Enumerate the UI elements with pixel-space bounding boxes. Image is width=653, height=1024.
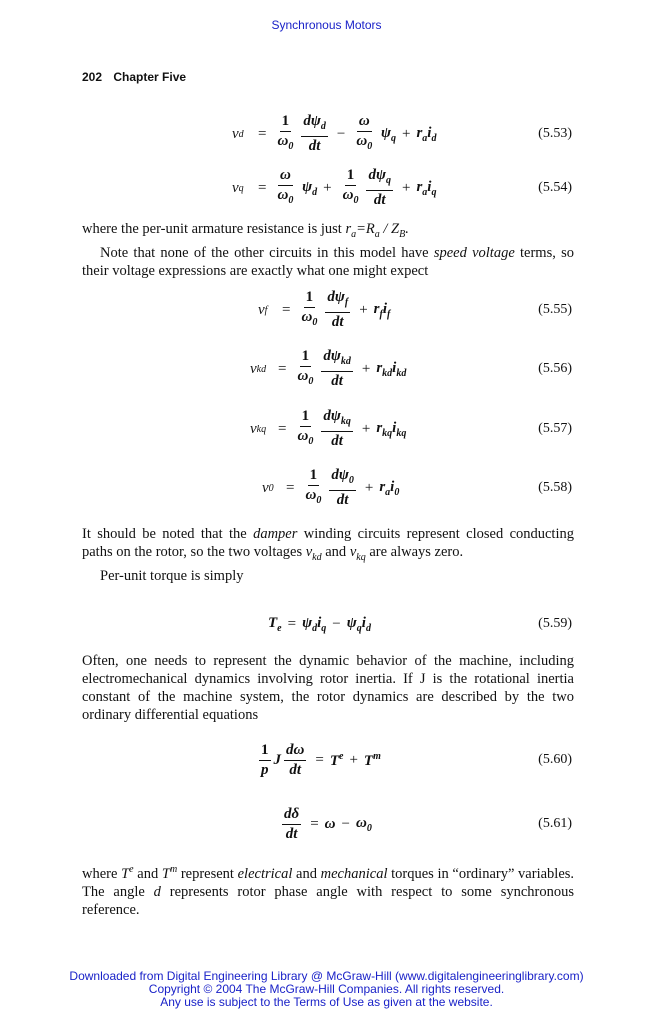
equation-5-54 xyxy=(0,164,653,212)
text-fragment: and xyxy=(321,544,350,560)
paragraph-resistance: where the per-unit armature resistance is just $r_a=R_a / Z_B$. Note that none of the other circuits in this model have speed voltage terms, so their voltage expressions are exactly what one might expect xyxy=(82,221,574,279)
running-title-link[interactable]: Synchronous Motors xyxy=(271,18,382,32)
eq-body: = $\frac{1}{\omega_0}$ $\frac{d\psi_{kd}}{dt}$ + $r_{kd}i_{kd}$ xyxy=(278,348,407,389)
footer-notice xyxy=(0,970,653,1009)
text-fragment: Note that none of the other circuits in this model have xyxy=(100,244,434,261)
text-fragment: where xyxy=(82,865,122,882)
paragraph-damper: It should be noted that the damper winding circuits represent closed conducting paths on the rotor, so the two voltages $v_{kd}$ and $v_{kq}$ are always zero. Per-unit torque is simply xyxy=(82,526,574,584)
text-fragment: It should be noted that the xyxy=(82,526,254,542)
eq-lhs: v q xyxy=(232,179,244,196)
equation-number: (5.54) xyxy=(538,180,572,195)
text-emphasis: electrical xyxy=(237,865,293,882)
footer-terms: Any use is subject to the Terms of Use as given at the website. xyxy=(160,995,493,1009)
text-fragment: represents rotor phase angle with respect to some synchronous reference. xyxy=(82,883,574,918)
equation-5-61 xyxy=(0,800,653,848)
equation-5-58 xyxy=(0,464,653,512)
equation-5-57 xyxy=(0,405,653,453)
text-emphasis: damper xyxy=(253,526,298,542)
text-fragment: winding circuits represent closed conducting paths on the rotor, so the two voltages xyxy=(82,526,574,560)
eq-lhs: v f xyxy=(258,301,268,318)
text-fragment: and xyxy=(133,865,162,882)
text-fragment: and xyxy=(292,865,321,882)
page-header xyxy=(82,70,194,84)
equation-5-55 xyxy=(0,286,653,334)
page-number: 202 xyxy=(82,70,103,84)
equation-number: (5.61) xyxy=(538,816,572,831)
equation-5-60 xyxy=(0,736,653,784)
footer-copyright: Copyright © 2004 The McGraw-Hill Companies. All rights reserved. xyxy=(148,982,505,996)
eq-body: = $\frac{\omega}{\omega_0}$ $\psi_d$ + $\frac{1}{\omega_0}$ $\frac{d\psi_q}{dt}$ + $r_ai_q$ xyxy=(258,167,437,208)
text-fragment: represent xyxy=(177,865,238,882)
eq-body: $\frac{d\delta}{dt}$ = ω − $\omega_0$ xyxy=(284,805,372,842)
paragraph-torque-def: where $T^e$ and $T^m$ represent electrical and mechanical torques in “ordinary” variables. The angle d represents rotor phase angle with respect to some synchronous reference. xyxy=(82,864,575,918)
equation-number: (5.56) xyxy=(538,361,572,376)
eq-lhs: v 0 xyxy=(262,479,274,496)
eq-body: = $\frac{1}{\omega_0}$ $\frac{d\psi_d}{dt}$ − $\frac{\omega}{\omega_0}$ $\psi_q$ + $r_ai_d$ xyxy=(258,113,437,154)
footer-download-link[interactable]: Downloaded from Digital Engineering Library @ McGraw-Hill (www.digitalengineeringlibrary.com) xyxy=(69,969,584,983)
text-fragment: are always zero. xyxy=(365,544,464,560)
eq-lhs: v kq xyxy=(250,420,267,437)
equation-5-53 xyxy=(0,110,653,158)
eq-lhs: v d xyxy=(232,125,244,142)
eq-body: $\frac{1}{p}$ J $\frac{d\omega}{dt}$ = $T^e$ + $T^m$ xyxy=(261,741,381,778)
equation-5-56 xyxy=(0,345,653,393)
eq-lhs: v kd xyxy=(250,360,267,377)
equation-number: (5.59) xyxy=(538,616,572,631)
paragraph-dynamics: Often, one needs to represent the dynamic behavior of the machine, including electromechanical dynamics involving rotor inertia. If J is the rotational inertia constant of the machine system, the rotor dynamics are described by the two ordinary differential equations xyxy=(82,653,574,723)
chapter-title: Chapter Five xyxy=(113,70,187,84)
text-emphasis: mechanical xyxy=(320,865,388,882)
text-fragment: torques in “ordinary” variables. The angle xyxy=(82,865,575,900)
equation-number: (5.58) xyxy=(538,480,572,495)
equation-number: (5.60) xyxy=(538,752,572,767)
equation-number: (5.55) xyxy=(538,302,572,317)
text-fragment: terms, so their voltage expressions are exactly what one might expect xyxy=(82,244,574,279)
text-fragment: where the per-unit armature resistance is just xyxy=(82,221,346,237)
eq-body: $T_e$ = $\psi_di_q$ − $\psi_qi_d$ xyxy=(268,614,371,634)
eq-body: = $\frac{1}{\omega_0}$ $\frac{d\psi_0}{dt}$ + $r_ai_0$ xyxy=(286,467,400,508)
text-emphasis: speed voltage xyxy=(433,244,515,261)
paragraph-torque-intro: Per-unit torque is simply xyxy=(100,567,244,584)
equation-5-59 xyxy=(0,600,653,648)
eq-body: = $\frac{1}{\omega_0}$ $\frac{d\psi_{kq}}{dt}$ + $r_{kq}i_{kq}$ xyxy=(278,408,407,449)
eq-body: = $\frac{1}{\omega_0}$ $\frac{d\psi_f}{dt}$ + $r_fi_f$ xyxy=(282,289,391,330)
equation-number: (5.57) xyxy=(538,421,572,436)
equation-number: (5.53) xyxy=(538,126,572,141)
